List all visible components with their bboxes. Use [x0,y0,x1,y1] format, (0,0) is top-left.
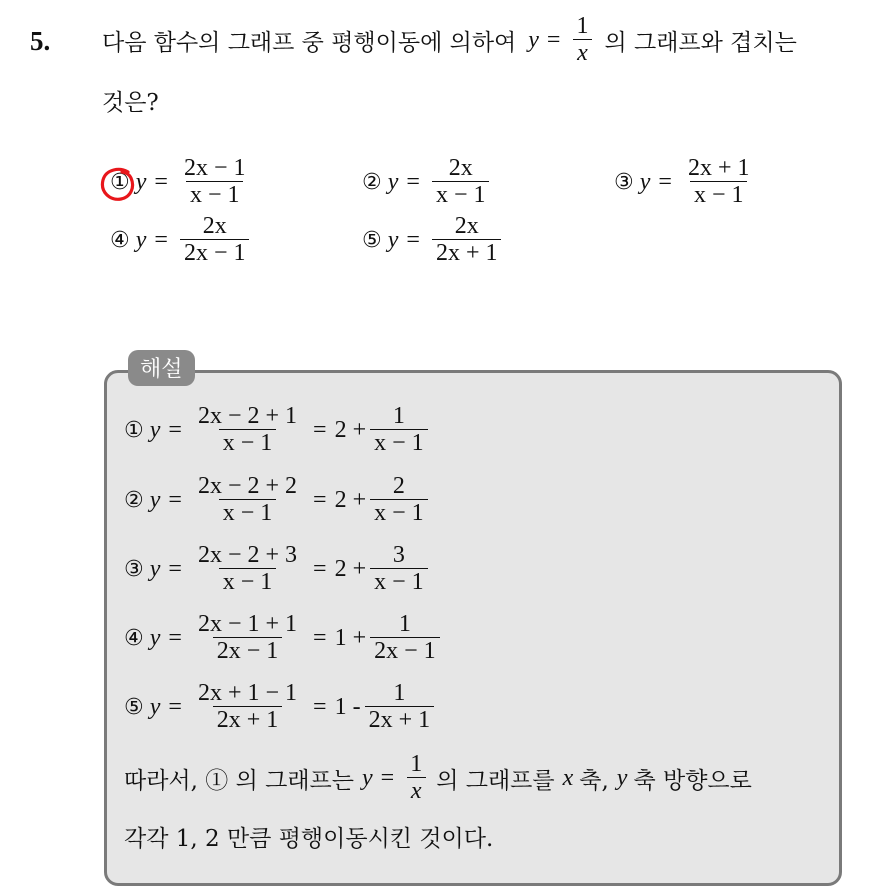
conclusion-num: 1 [410,751,423,777]
question-text-after: 의 그래프와 겹치는 [604,29,797,56]
solution-line-2-den2: x − 1 [370,499,428,526]
solution-line-1-marker: ① [124,417,144,443]
conclusion-part1: 따라서, ① 의 그래프는 [124,767,354,794]
selected-answer-circle-icon [98,166,138,204]
choice-5-den: 2x + 1 [432,239,502,266]
solution-line-4-num1: 2x − 1 + 1 [197,611,298,637]
solution-line-3-den1: x − 1 [219,568,277,595]
choice-1-eq: = [154,168,168,195]
solution-conclusion-line-1 [124,752,752,805]
choice-5-marker: ⑤ [362,227,382,253]
solution-line-5-fraction-1 [194,681,301,734]
conclusion-lhs: y [362,764,373,791]
solution-line-4-lhs: y [149,624,161,651]
solution-line-3-const: 2 + [334,555,367,582]
solution-line-3-eq2: = [313,555,327,582]
solution-line-1-den2: x − 1 [370,429,428,456]
choice-2-eq: = [406,168,420,195]
solution-line-2-fraction-1 [194,474,301,527]
solution-line-5-marker: ⑤ [124,694,144,720]
question-number: 5. [30,26,51,56]
choice-2-lhs: y [387,168,399,195]
choice-3-fraction [684,156,754,209]
solution-line-3-eq: = [168,555,182,582]
solution-line-2-marker: ② [124,487,144,513]
choice-3-lhs: y [639,168,651,195]
solution-line-5-lhs: y [149,693,161,720]
choice-5-eq: = [406,226,420,253]
solution-line-2-num2: 2 [392,473,405,499]
choice-2-marker: ② [362,169,382,195]
solution-line-5-const: 1 - [334,693,361,720]
solution-line-3-lhs: y [149,555,161,582]
question-text-before: 다음 함수의 그래프 중 평행이동에 의하여 [102,29,517,56]
solution-line-4-const: 1 + [334,624,367,651]
question-formula-fraction [572,14,592,67]
choice-5-lhs: y [387,226,399,253]
conclusion-fraction [406,752,426,805]
solution-line-1-eq2: = [313,416,327,443]
solution-line-4-den2: 2x − 1 [370,637,440,664]
choice-3-marker: ③ [614,169,634,195]
conclusion-x: x [562,764,574,791]
solution-line-2-num1: 2x − 2 + 2 [197,473,298,499]
solution-line-2-fraction-2 [370,474,428,527]
solution-line-5-num2: 1 [393,680,406,706]
solution-line-1-num2: 1 [392,403,405,429]
solution-line-4-marker: ④ [124,625,144,651]
solution-line-2-lhs: y [149,486,161,513]
solution-line-5 [124,681,438,734]
solution-line-4-eq: = [168,624,182,651]
solution-line-2-const: 2 + [334,486,367,513]
solution-conclusion-line-2: 각각 1, 2 만큼 평행이동시킨 것이다. [124,826,494,852]
solution-line-5-eq2: = [313,693,327,720]
choice-1-marker: ① [110,169,130,195]
conclusion-part3: 축, [579,767,609,794]
choice-4-fraction [180,214,250,267]
solution-line-5-fraction-2 [365,681,435,734]
solution-line-5-num1: 2x + 1 − 1 [197,680,298,706]
solution-line-1 [124,404,432,457]
question-line-1 [102,14,797,67]
conclusion-eq: = [380,764,395,791]
choice-4-marker: ④ [110,227,130,253]
question-formula-num: 1 [576,13,589,39]
solution-line-1-fraction-1 [194,404,301,457]
choice-2-fraction [432,156,490,209]
solution-line-4-num2: 1 [398,611,411,637]
solution-line-4-fraction-1 [194,612,301,665]
solution-line-2-eq2: = [313,486,327,513]
solution-line-2-eq: = [168,486,182,513]
solution-line-5-den2: 2x + 1 [365,706,435,733]
solution-line-1-const: 2 + [334,416,367,443]
choice-1-den: x − 1 [186,181,244,208]
solution-line-3 [124,543,432,596]
choice-4-lhs: y [135,226,147,253]
solution-line-1-den1: x − 1 [219,429,277,456]
solution-line-4 [124,612,444,665]
choice-3-num: 2x + 1 [687,155,750,181]
solution-line-3-den2: x − 1 [370,568,428,595]
conclusion-part2: 의 그래프를 [436,767,555,794]
choice-4[interactable] [110,214,253,267]
solution-line-3-fraction-2 [370,543,428,596]
conclusion-part4: 축 방향으로 [633,767,752,794]
choice-5-num: 2x [454,213,479,239]
solution-line-4-fraction-2 [370,612,440,665]
choice-5-fraction [432,214,502,267]
choice-5[interactable] [362,214,505,267]
solution-line-3-num1: 2x − 2 + 3 [197,542,298,568]
solution-tag: 해설 [128,350,195,386]
choice-2[interactable] [362,156,493,209]
solution-line-3-marker: ③ [124,556,144,582]
choice-3-eq: = [658,168,672,195]
question-formula-eq: = [546,26,561,53]
solution-line-1-eq: = [168,416,182,443]
solution-line-3-num2: 3 [392,542,405,568]
choice-4-num: 2x [202,213,227,239]
question-formula-den: x [573,39,592,66]
choice-3-den: x − 1 [690,181,748,208]
question-formula-lhs: y [528,26,539,53]
choice-2-den: x − 1 [432,181,490,208]
solution-line-1-num1: 2x − 2 + 1 [197,403,298,429]
choice-1-lhs: y [135,168,147,195]
solution-line-4-eq2: = [313,624,327,651]
choice-1-fraction [180,156,250,209]
solution-line-1-lhs: y [149,416,161,443]
solution-line-2 [124,474,432,527]
conclusion-y: y [616,764,628,791]
conclusion-den: x [407,777,426,804]
solution-line-2-den1: x − 1 [219,499,277,526]
solution-line-4-den1: 2x − 1 [213,637,283,664]
choice-1-num: 2x − 1 [183,155,246,181]
choice-2-num: 2x [448,155,473,181]
solution-line-1-fraction-2 [370,404,428,457]
solution-line-5-eq: = [168,693,182,720]
choice-3[interactable] [614,156,757,209]
solution-line-5-den1: 2x + 1 [213,706,283,733]
question-line-2: 것은? [102,90,159,116]
choice-4-den: 2x − 1 [180,239,250,266]
choice-4-eq: = [154,226,168,253]
solution-line-3-fraction-1 [194,543,301,596]
